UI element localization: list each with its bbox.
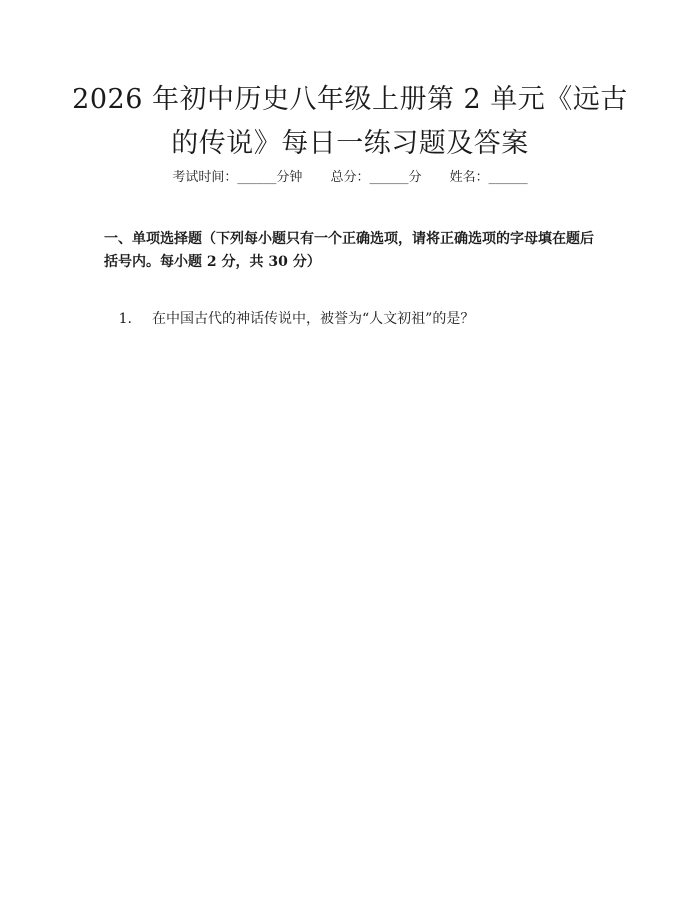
student-name: 姓名：______	[449, 170, 528, 185]
title-line-1: 2026 年初中历史八年级上册第 2 单元《远古	[72, 84, 628, 115]
exam-time: 考试时间：______分钟	[172, 170, 303, 185]
question-stem: 在中国古代的神话传说中，被誉为“人文初祖”的是？	[152, 311, 475, 327]
section-header: 一、单项选择题（下列每小题只有一个正确选项，请将正确选项的字母填在题后括号内。每小题 2 分，共 30 分）	[104, 231, 594, 270]
question-number: 1.	[118, 311, 132, 327]
exam-meta	[0, 168, 700, 188]
total-score: 总分：______分	[330, 170, 422, 185]
page-title	[60, 78, 640, 166]
question-1	[104, 306, 599, 333]
title-line-2: 的传说》每日一练习题及答案	[171, 128, 529, 159]
